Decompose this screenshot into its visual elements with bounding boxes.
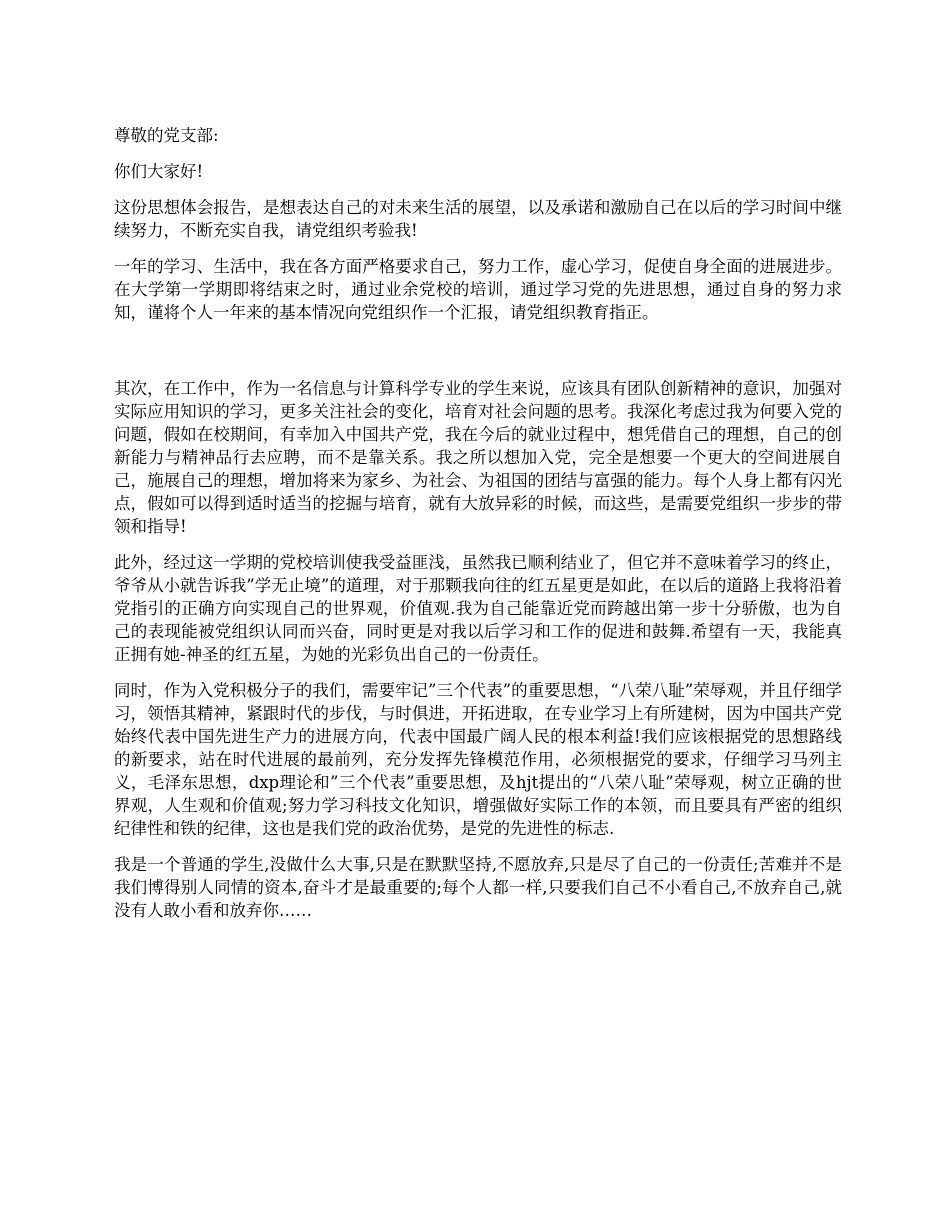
paragraph-closing: 我是一个普通的学生,没做什么大事,只是在默默坚持,不愿放弃,只是尽了自己的一份责任;苦难并不是我们博得别人同情的资本,奋斗才是最重要的;每个人都一样,只要我们自己不小看自己,不放弃自己,就没有人敢小看和放弃你……	[114, 855, 842, 920]
paragraph-party-school: 此外，经过这一学期的党校培训使我受益匪浅，虽然我已顺利结业了，但它并不意味着学习的终止，爷爷从小就告诉我”学无止境”的道理，对于那颗我向往的红五星更是如此，在以后的道路上我将沿着党指引的正确方向实现自己的世界观，价值观.我为自己能靠近党而跨越出第一步十分骄傲，也为自己的表现能被党组织认同而兴奋，同时更是对我以后学习和工作的促进和鼓舞.希望有一天，我能真正拥有她-神圣的红五星，为她的光彩负出自己的一份责任。	[114, 553, 842, 664]
salutation: 尊敬的党支部:	[114, 126, 219, 145]
paragraph-year-summary: 一年的学习、生活中，我在各方面严格要求自己，努力工作，虚心学习，促使自身全面的进展进步。在大学第一学期即将结束之时，通过业余党校的培训，通过学习党的先进思想，通过自身的努力求知，谨将个人一年来的基本情况向党组织作一个汇报，请党组织教育指正。	[114, 257, 842, 322]
paragraph-work: 其次，在工作中，作为一名信息与计算科学专业的学生来说，应该具有团队创新精神的意识，加强对实际应用知识的学习，更多关注社会的变化，培育对社会问题的思考。我深化考虑过我为何要入党的问题，假如在校期间，有幸加入中国共产党，我在今后的就业过程中，想凭借自己的理想，自己的创新能力与精神品行去应聘，而不是靠关系。我之所以想加入党，完全是想要一个更大的空间进展自己，施展自己的理想，增加将来为家乡、为社会、为祖国的团结与富强的能力。每个人身上都有闪光点，假如可以得到适时适当的挖掘与培育，就有大放异彩的时候，而这些，是需要党组织一步步的带领和指导!	[114, 379, 842, 536]
document-body	[114, 124, 842, 935]
paragraph-three-represents: 同时，作为入党积极分子的我们，需要牢记”三个代表”的重要思想，“八荣八耻”荣辱观，并且仔细学习，领悟其精神，紧跟时代的步伐，与时俱进，开拓进取，在专业学习上有所建树，因为中国共产党始终代表中国先进生产力的进展方向，代表中国最广阔人民的根本利益!我们应该根据党的思想路线的新要求，站在时代进展的最前列，充分发挥先锋模范作用，必须根据党的要求，仔细学习马列主义，毛泽东思想，dxp理论和”三个代表”重要思想，及hjt提出的“八荣八耻”荣辱观，树立正确的世界观，人生观和价值观;努力学习科技文化知识，增强做好实际工作的本领，而且要具有严密的组织纪律性和铁的纪律，这也是我们党的政治优势，是党的先进性的标志.	[114, 681, 842, 838]
blank-gap	[114, 337, 842, 377]
greeting: 你们大家好!	[114, 162, 204, 181]
paragraph-intro: 这份思想体会报告，是想表达自己的对未来生活的展望，以及承诺和激励自己在以后的学习时间中继续努力，不断充实自我，请党组织考验我!	[114, 198, 842, 240]
